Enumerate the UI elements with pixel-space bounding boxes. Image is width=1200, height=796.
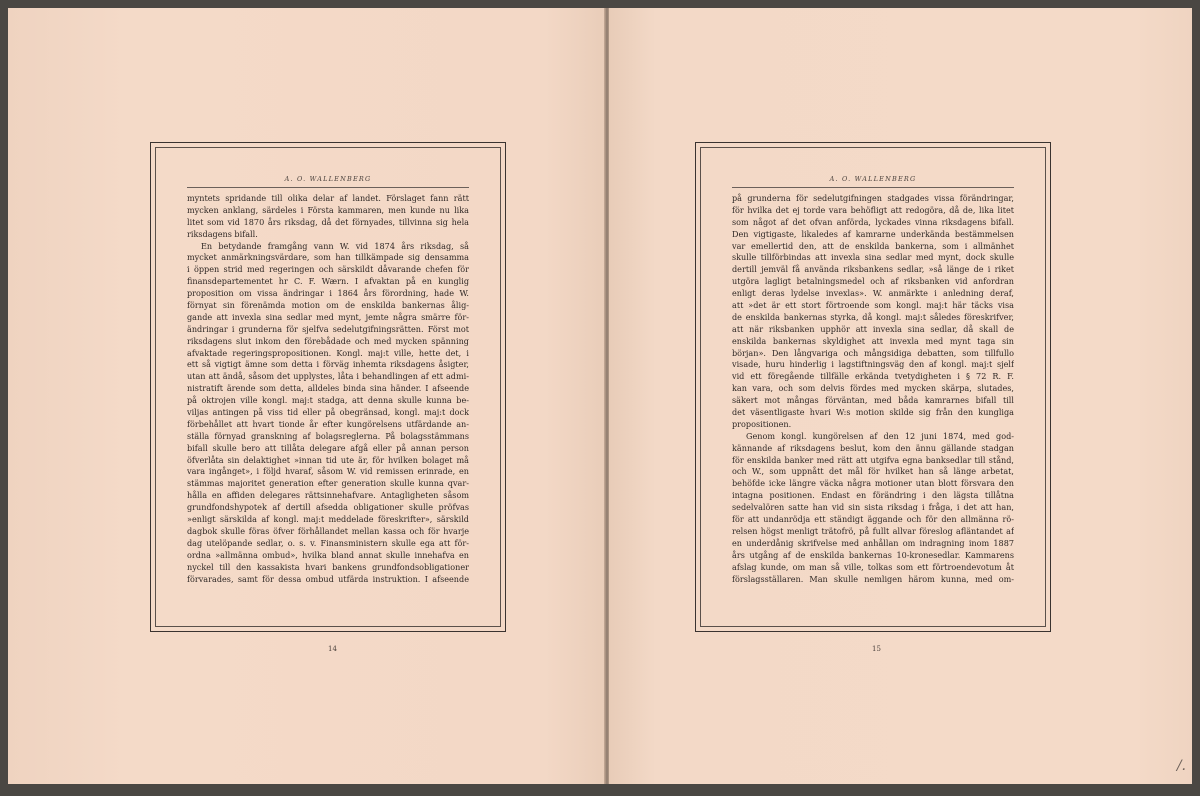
text-line: proposition om vissa ändringar i 1864 års förordning, hade W. — [187, 288, 469, 299]
text-line: »enligt särskilda af kongl. maj:t meddelade föreskrifter», särskild — [187, 514, 469, 525]
header-rule — [187, 187, 469, 188]
text-line: en underdånig skrifvelse med anhållan om indragning inom 1887 — [732, 537, 1014, 548]
text-line: för att undanrödja ett ständigt äggande och för den allmänna rö- — [732, 514, 1014, 525]
text-line: intagna positionen. Endast en förändring i den lägsta tillåtna — [732, 490, 1014, 501]
left-page — [8, 8, 605, 784]
text-line: utan att ändå, såsom det upplystes, låta i behandlingen af ett admi- — [187, 371, 469, 382]
text-line: sedelvalören satte han vid sin sista riksdag i fråga, i det att han, — [732, 502, 1014, 513]
text-line: propositionen. — [732, 418, 792, 429]
text-line: års utgång af de enskilda bankernas 10-kronesedlar. Kammarens — [732, 549, 1014, 560]
text-line: grundfondshypotek af dertill afsedda obligationer skulle pröfvas — [187, 502, 469, 513]
text-line: i öppen strid med regeringen och särskildt dåvarande chefen för — [187, 264, 469, 275]
left-page-frame — [150, 142, 506, 632]
text-line: att »det är ett stort förtroende som kongl. maj:t här täcks visa — [732, 300, 1014, 311]
text-line: för enskilda banker med rätt att utgifva egna banksedlar till stånd, — [732, 454, 1014, 465]
text-line: gande att invexla sina sedlar med mynt, jemte några smärre för- — [187, 311, 469, 322]
text-line: vara ingånget», i följd hvaraf, såsom W. vid remissen erinrade, en — [187, 466, 469, 477]
text-line: förslagsställaren. Man skulle nemligen härom kunna, med om- — [732, 573, 1014, 584]
text-line: ställa förnyad granskning af bolagsreglerna. På bolagsstämmans — [187, 430, 469, 441]
text-line: riksdagens bifall. — [187, 228, 258, 239]
header-rule — [732, 187, 1014, 188]
text-line: nyckel till den kassakista hvari bankens grundfondsobligationer — [187, 561, 469, 572]
text-line: förnyat sin förenämda motion om de enskilda bankernas ålig- — [187, 300, 469, 311]
text-line: nistratift ärende som detta, alldeles binda sina händer. I afseende — [187, 383, 469, 394]
text-line: att när riksbanken upphör att invexla sina sedlar, då skall de — [732, 323, 1014, 334]
running-head: A. O. WALLENBERG — [829, 175, 917, 183]
text-line: ordna »allmänna ombud», hvilka bland annat skulle innehafva en — [187, 549, 469, 560]
text-line: En betydande framgång vann W. vid 1874 års riksdag, så — [201, 240, 469, 251]
text-line: dertill jemväl få använda riksbankens sedlar, »så länge de i riket — [732, 264, 1014, 275]
text-line: litet som vid 1870 års riksdag, då det förnyades, tillvinna sig hela — [187, 216, 469, 227]
pencil-mark: /. — [1176, 758, 1186, 774]
text-line: på grunderna för sedelutgifningen stadgades vissa förändringar, — [732, 193, 1014, 203]
text-line: enskilda bankernas skyldighet att invexla med mynt taga sin — [732, 335, 1014, 346]
text-line: hålla en affiden delegares rättsinnehafvare. Antagligheten såsom — [187, 490, 469, 501]
text-line: enligt deras lydelse invexlas». W. anmärkte i anledning deraf, — [732, 288, 1014, 299]
body-text — [187, 193, 469, 585]
text-line: mycken anklang, särdeles i Första kammaren, men kunde nu lika — [187, 204, 469, 215]
text-line: som något af det ofvan anförda, lyckades vinna riksdagens bifall. — [732, 216, 1014, 227]
text-line: finansdepartementet hr C. F. Wærn. I afvaktan på en kunglig — [187, 276, 469, 287]
text-line: för hvilka det ej torde vara behöfligt att redogöra, då de, lika litet — [732, 204, 1014, 215]
text-line: de enskilda bankernas styrka, då kongl. maj:t således föreskrifver, — [732, 311, 1014, 322]
text-line: skulle tillförbindas att invexla sina sedlar med mynt, dock skulle — [732, 252, 1014, 263]
text-line: ett så vigtigt ämne som detta i förväg inhemta riksdagens åsigter, — [187, 359, 469, 370]
text-line: visade, huru hinderlig i lagstiftningsväg den af kongl. maj:t sjelf — [732, 359, 1014, 370]
text-line: öfverlåta sin delaktighet »innan tid ute är, för hvilken bolaget må — [187, 454, 469, 465]
text-line: afslag kunde, om man så ville, tolkas som ett förtroendevotum åt — [732, 561, 1014, 572]
text-line: bifall skulle bero att tillåta delegare afgå eller på annan person — [187, 442, 469, 453]
text-line: kan vara, och som delvis fördes med mycken skärpa, slutades, — [732, 383, 1014, 394]
body-text — [732, 193, 1014, 585]
text-line: dag utelöpande sedlar, o. s. v. Finansministern skulle ega att för- — [187, 537, 469, 548]
text-line: ändringar i grunderna för sjelfva sedelutgifningsrätten. Först mot — [187, 323, 469, 334]
text-line: utgöra lagligt betalningsmedel och af riksbanken vid anfordran — [732, 276, 1014, 287]
right-page — [609, 8, 1192, 784]
text-line: början». Den långvariga och mångsidiga debatten, som tillfullo — [732, 347, 1014, 358]
text-line: och W., som uppnått det mål för hvilket han så länge arbetat, — [732, 466, 1014, 477]
text-line: Den vigtigaste, likaledes af kamrarne underkända bestämmelsen — [732, 228, 1014, 239]
text-line: på oktrojen ville kongl. maj:t stadga, att denna skulle kunna be- — [187, 395, 469, 406]
text-line: kännande af riksdagens beslut, kom den ännu gällande stadgan — [732, 442, 1014, 453]
text-line: det väsentligaste hvari W:s motion skilde sig från den kungliga — [732, 407, 1014, 418]
text-line: mycket anmärkningsvärdare, som han tillkämpade sig densamma — [187, 252, 469, 263]
text-line: vid ett föregående tillfälle erkända tvetydigheten i § 72 R. F. — [732, 371, 1014, 382]
text-line: myntets spridande till olika delar af landet. Förslaget fann rätt — [187, 193, 469, 203]
text-line: förvarades, samt för dessa ombud utfärda instruktion. I afseende — [187, 573, 469, 584]
text-line: dagbok skulle föras öfver förhållandet mellan kassa och för hvarje — [187, 525, 469, 536]
page-number: 14 — [328, 645, 337, 653]
text-line: viljas antingen på viss tid eller på obegränsad, kongl. maj:t dock — [187, 407, 469, 418]
running-head: A. O. WALLENBERG — [284, 175, 372, 183]
text-line: var emellertid den, att de enskilda bankerna, som i allmänhet — [732, 240, 1014, 251]
text-line: Genom kongl. kungörelsen af den 12 juni 1874, med god- — [746, 430, 1014, 441]
text-line: behöfde icke längre väcka några motioner utan blott försvara den — [732, 478, 1014, 489]
right-page-frame — [695, 142, 1051, 632]
text-line: säkert mot mångas förväntan, med båda kamrarnes bifall till — [732, 395, 1014, 406]
text-line: relsen högst menligt trätofrö, på fullt allvar föreslog afläntandet af — [732, 525, 1014, 536]
page-number: 15 — [872, 645, 881, 653]
text-line: stämmas majoritet generation efter generation skulle kunna qvar- — [187, 478, 469, 489]
text-line: förbehållet att hvart tionde år efter kungörelsens utfärdande an- — [187, 418, 469, 429]
text-line: riksdagens slut inkom den förebådade och med mycken spänning — [187, 335, 469, 346]
text-line: afvaktade regeringspropositionen. Kongl. maj:t ville, hette det, i — [187, 347, 469, 358]
